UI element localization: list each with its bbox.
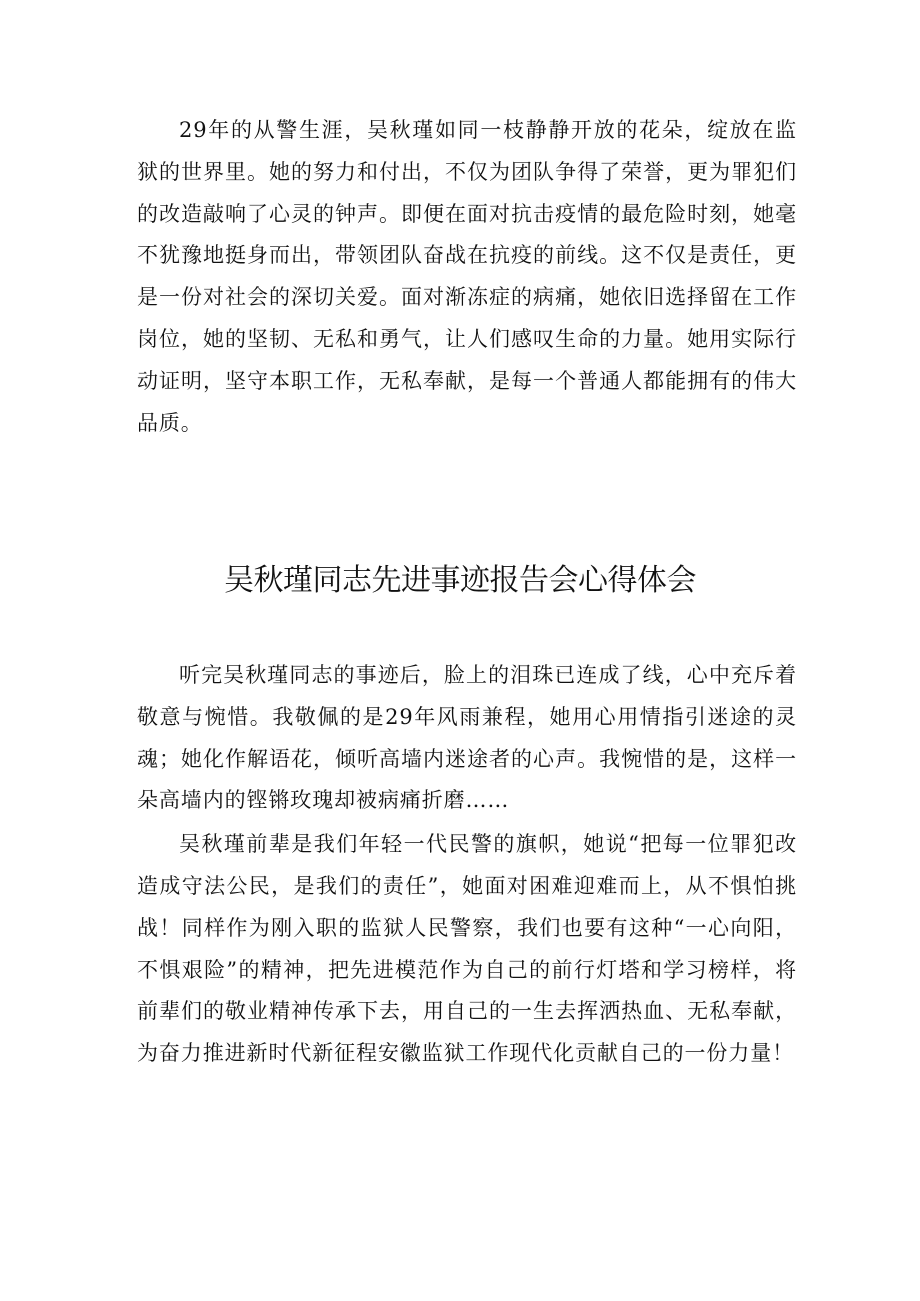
reflection-section <box>137 655 797 1075</box>
intro-section <box>137 110 797 444</box>
intro-paragraph: 29年的从警生涯，吴秋瑾如同一枝静静开放的花朵，绽放在监狱的世界里。她的努力和付出，不仅为团队争得了荣誉，更为罪犯们的改造敲响了心灵的钟声。即便在面对抗击疫情的最危险时刻，她毫不犹豫地挺身而出，带领团队奋战在抗疫的前线。这不仅是责任，更是一份对社会的深切关爱。面对渐冻症的病痛，她依旧选择留在工作岗位，她的坚韧、无私和勇气，让人们感叹生命的力量。她用实际行动证明，坚守本职工作，无私奉献，是每一个普通人都能拥有的伟大品质。 <box>137 118 797 435</box>
section-title: 吴秋瑾同志先进事迹报告会心得体会 <box>224 563 696 598</box>
reflection-paragraph-1: 听完吴秋瑾同志的事迹后，脸上的泪珠已连成了线，心中充斥着敬意与惋惜。我敬佩的是29年风雨兼程，她用心用情指引迷途的灵魂；她化作解语花，倾听高墙内迷途者的心声。我惋惜的是，这样一朵高墙内的铿锵玫瑰却被病痛折磨…… <box>137 663 797 813</box>
reflection-paragraph-2: 吴秋瑾前辈是我们年轻一代民警的旗帜，她说“把每一位罪犯改造成守法公民，是我们的责任”，她面对困难迎难而上，从不惧怕挑战！同样作为刚入职的监狱人民警察，我们也要有这种“一心向阳，不惧艰险”的精神，把先进模范作为自己的前行灯塔和学习榜样，将前辈们的敬业精神传承下去，用自己的一生去挥洒热血、无私奉献，为奋力推进新时代新征程安徽监狱工作现代化贡献自己的一份力量！ <box>137 832 797 1066</box>
